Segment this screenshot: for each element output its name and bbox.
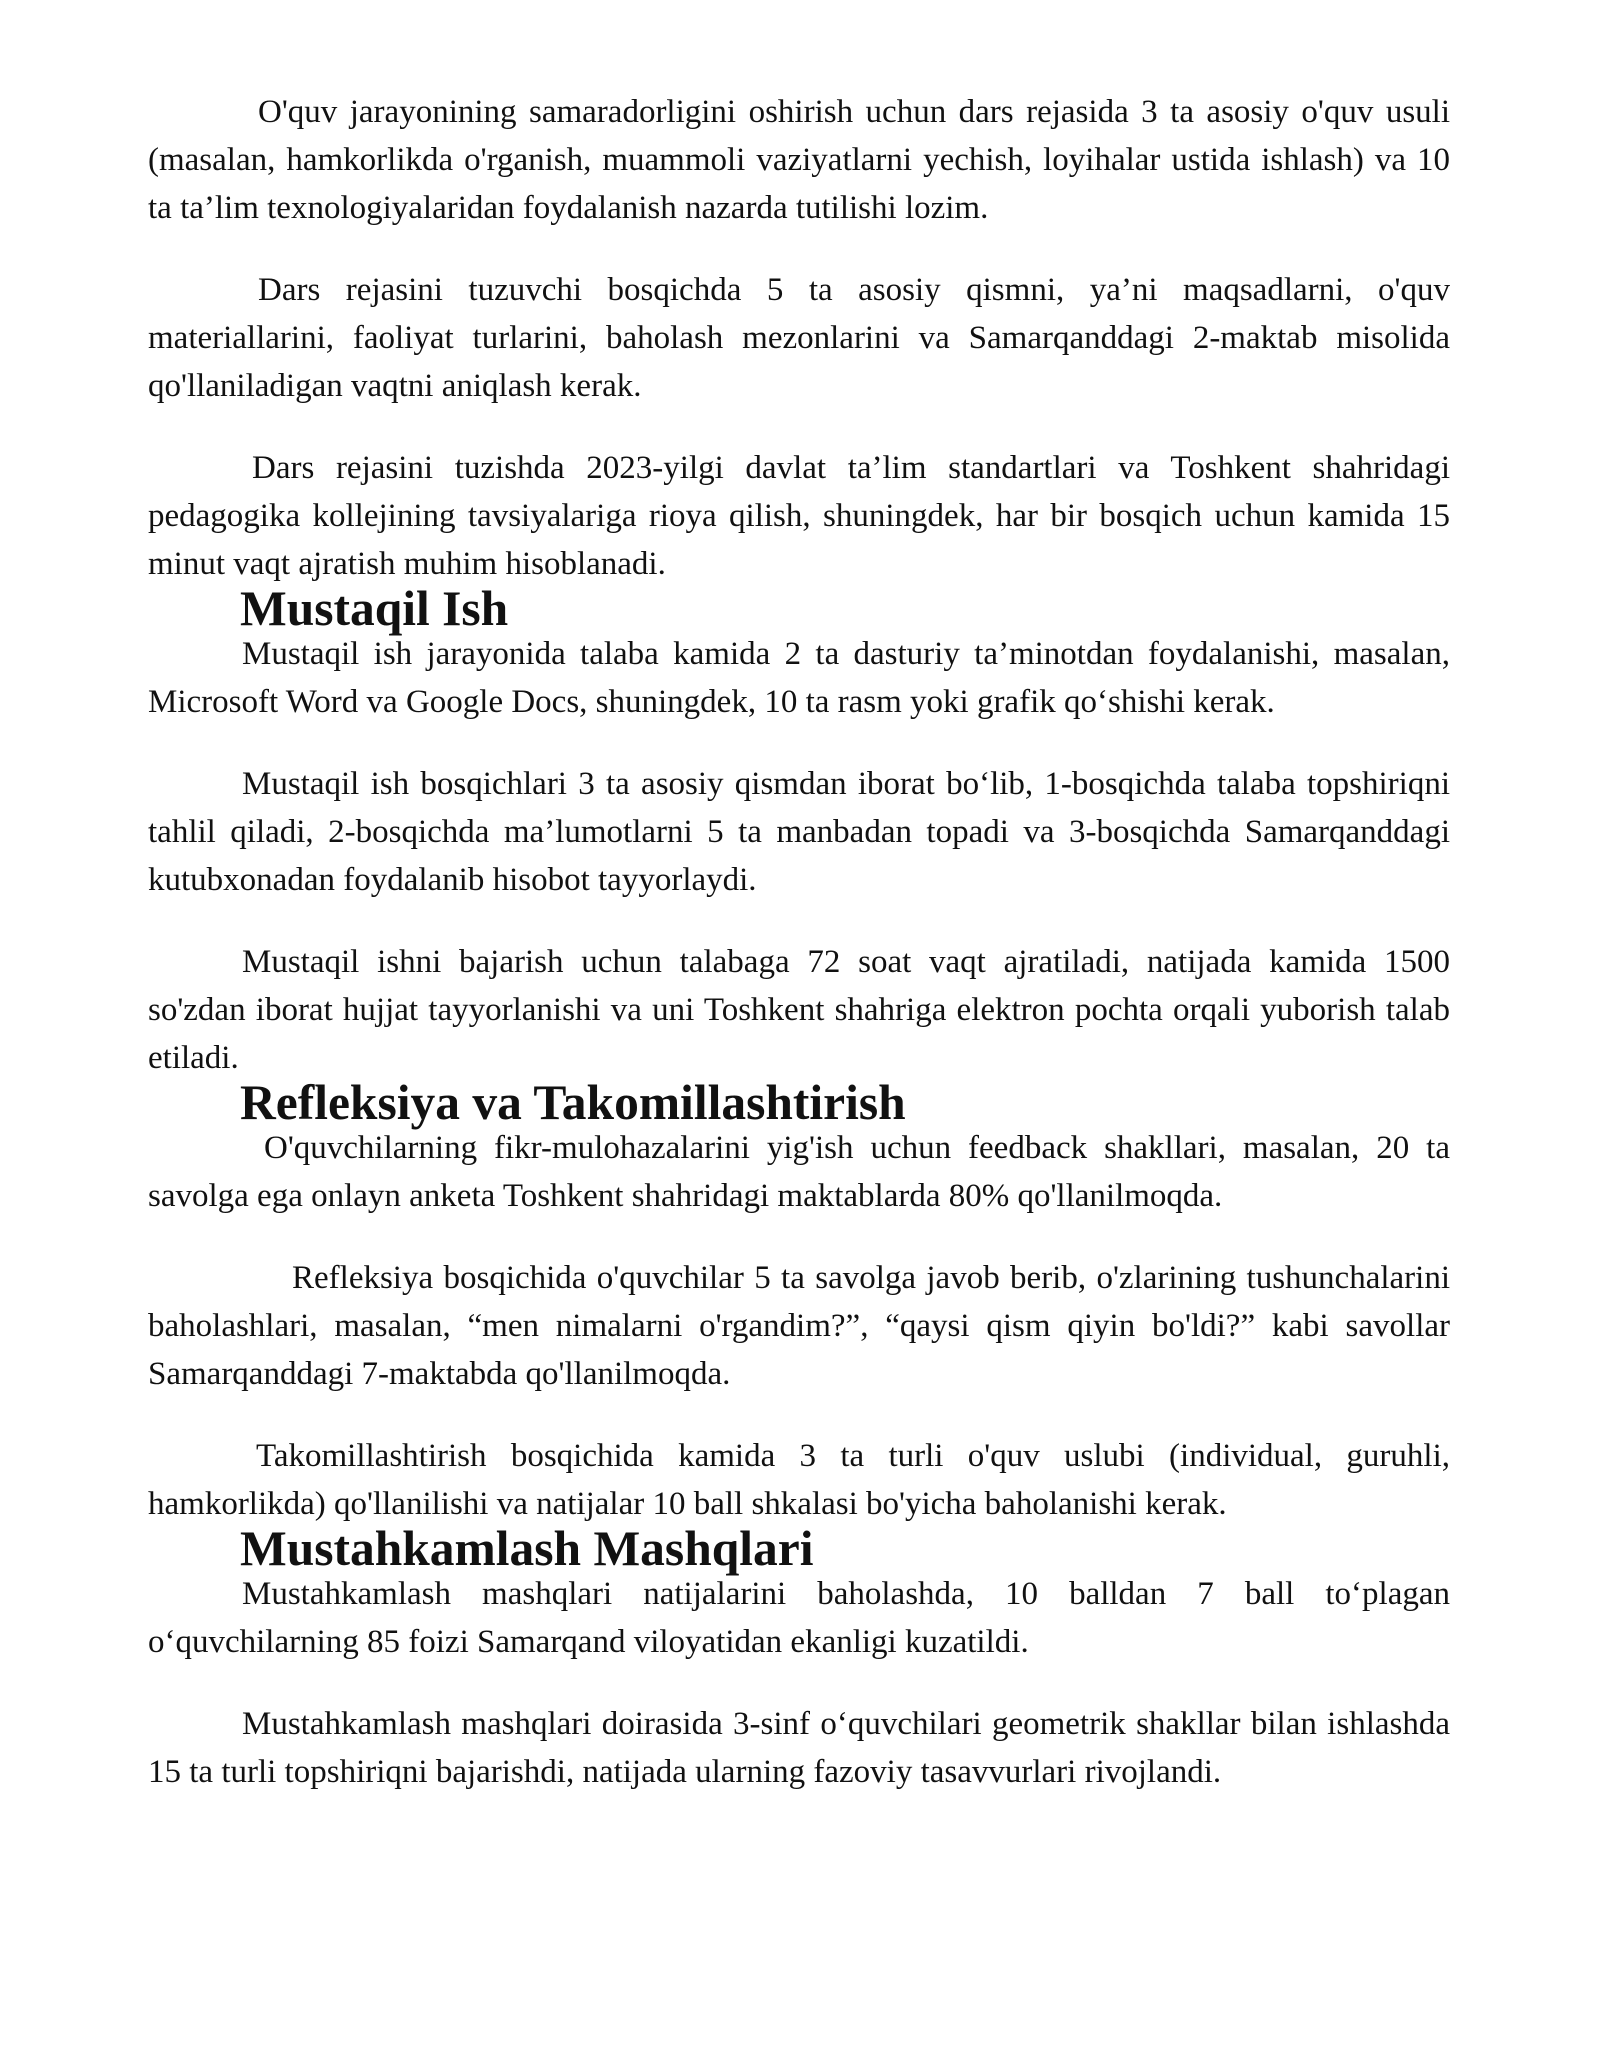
paragraph: Dars rejasini tuzishda 2023-yilgi davlat ta’lim standartlari va Toshkent shahridagi pedagogika kollejining tavsiyalariga rioya qilish, shuningdek, har bir bosqich uchun kamida 15 minut vaqt ajratish muhim hisoblanadi. xyxy=(148,450,1450,582)
paragraph: Mustahkamlash mashqlari doirasida 3-sinf o‘quvchilari geometrik shakllar bilan ishlashda 15 ta turli topshiriqni bajarishdi, natijada ularning fazoviy tasavvurlari rivojlandi. xyxy=(148,1706,1450,1790)
paragraph: Dars rejasini tuzuvchi bosqichda 5 ta asosiy qismni, ya’ni maqsadlarni, o'quv materiallarini, faoliyat turlarini, baholash mezonlarini va Samarqanddagi 2-maktab misolida qo'llaniladigan vaqtni aniqlash kerak. xyxy=(148,272,1450,404)
document-page xyxy=(148,88,1450,1796)
paragraph: Mustaqil ishni bajarish uchun talabaga 72 soat vaqt ajratiladi, natijada kamida 1500 so'zdan iborat hujjat tayyorlanishi va uni Toshkent shahriga elektron pochta orqali yuborish talab etiladi. xyxy=(148,944,1450,1076)
paragraph: Takomillashtirish bosqichida kamida 3 ta turli o'quv uslubi (individual, guruhli, hamkorlikda) qo'llanilishi va natijalar 10 ball shkalasi bo'yicha baholanishi kerak. xyxy=(148,1438,1450,1522)
paragraph: Mustahkamlash mashqlari natijalarini baholashda, 10 balldan 7 ball to‘plagan o‘quvchilarning 85 foizi Samarqand viloyatidan ekanligi kuzatildi. xyxy=(148,1576,1450,1660)
section-heading: Refleksiya va Takomillashtirish xyxy=(240,1075,906,1130)
paragraph: Mustaqil ish jarayonida talaba kamida 2 ta dasturiy ta’minotdan foydalanishi, masalan, Microsoft Word va Google Docs, shuningdek, 10 ta rasm yoki grafik qo‘shishi kerak. xyxy=(148,636,1450,720)
section-heading: Mustahkamlash Mashqlari xyxy=(240,1521,814,1576)
paragraph: O'quvchilarning fikr-mulohazalarini yig'ish uchun feedback shakllari, masalan, 20 ta savolga ega onlayn anketa Toshkent shahridagi maktablarda 80% qo'llanilmoqda. xyxy=(148,1130,1450,1214)
section-heading: Mustaqil Ish xyxy=(240,581,509,636)
paragraph: O'quv jarayonining samaradorligini oshirish uchun dars rejasida 3 ta asosiy o'quv usuli (masalan, hamkorlikda o'rganish, muammoli vaziyatlarni yechish, loyihalar ustida ishlash) va 10 ta ta’lim texnologiyalaridan foydalanish nazarda tutilishi lozim. xyxy=(148,94,1450,226)
paragraph: Mustaqil ish bosqichlari 3 ta asosiy qismdan iborat bo‘lib, 1-bosqichda talaba topshiriqni tahlil qiladi, 2-bosqichda ma’lumotlarni 5 ta manbadan topadi va 3-bosqichda Samarqanddagi kutubxonadan foydalanib hisobot tayyorlaydi. xyxy=(148,766,1450,898)
paragraph: Refleksiya bosqichida o'quvchilar 5 ta savolga javob berib, o'zlarining tushunchalarini baholashlari, masalan, “men nimalarni o'rgandim?”, “qaysi qism qiyin bo'ldi?” kabi savollar Samarqanddagi 7-maktabda qo'llanilmoqda. xyxy=(148,1260,1450,1392)
